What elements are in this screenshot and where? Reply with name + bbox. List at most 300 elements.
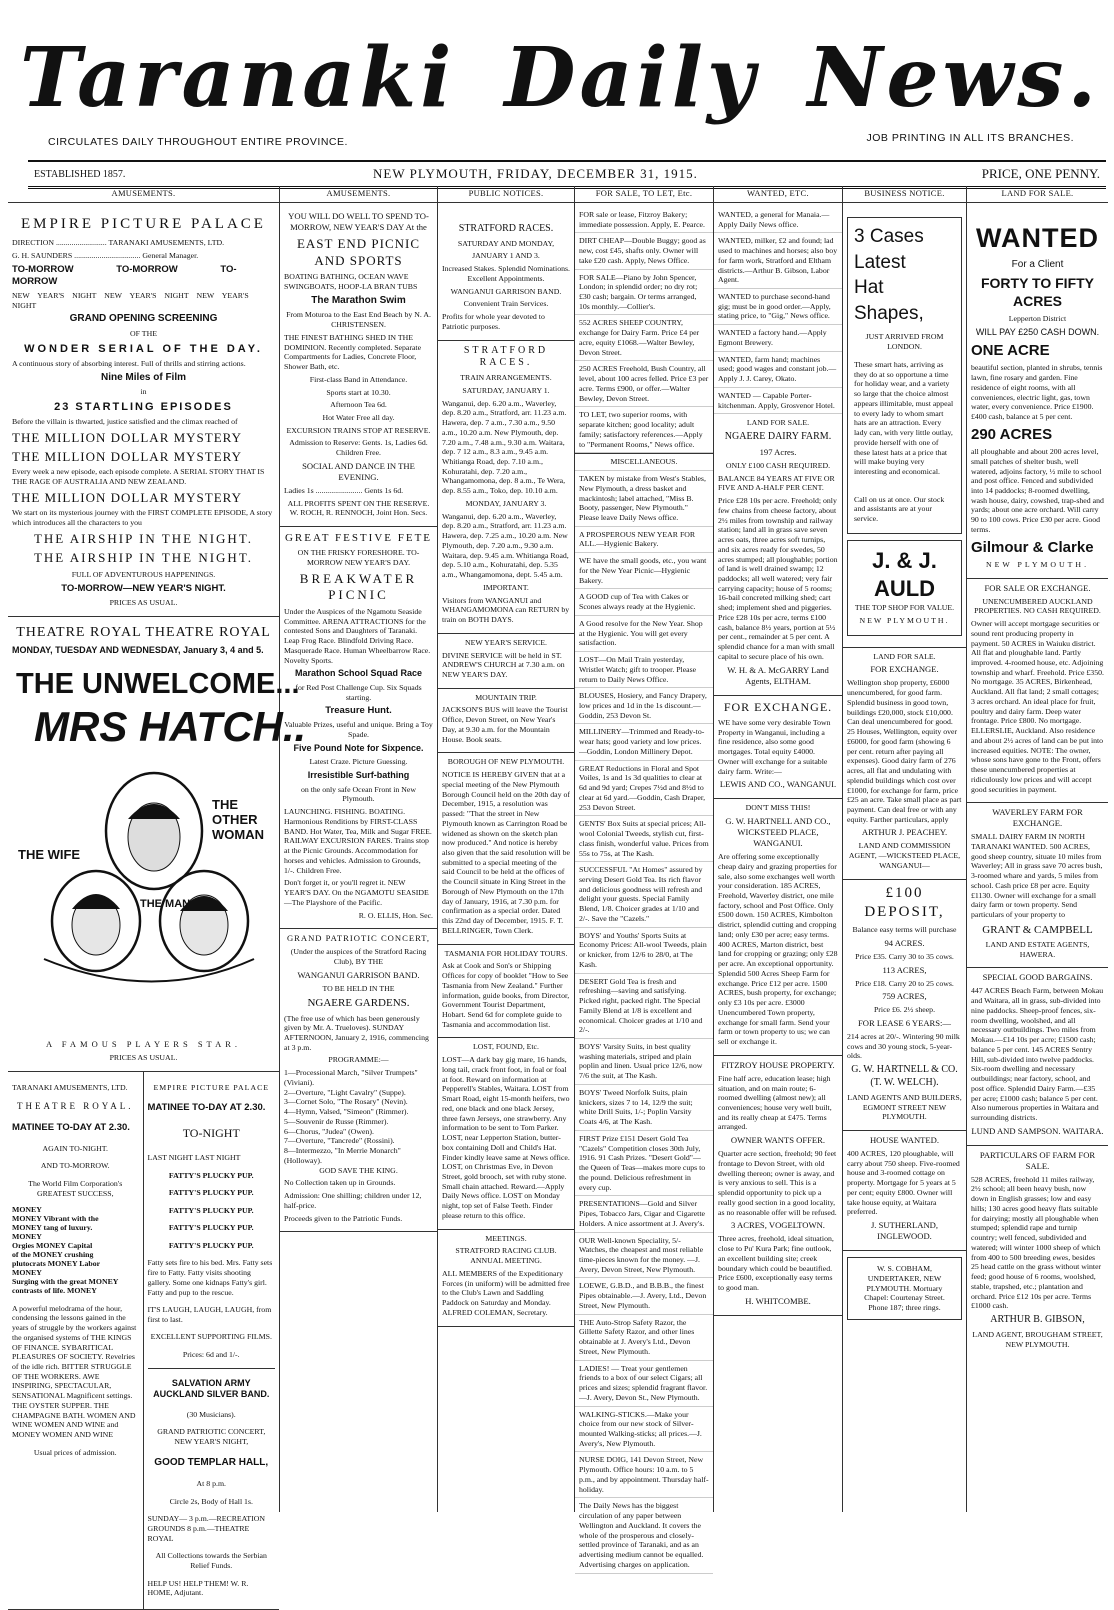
list-item: FOR SALE—Piano by John Spencer, London; in splendid order; no dry rot; £30 cash; bargain. Or terms arranged, 10s monthly.—Collier's. xyxy=(575,270,713,316)
gibson-ad xyxy=(967,1146,1108,1358)
surf: Irresistible Surf-bathing xyxy=(307,770,410,781)
house-wanted-ad xyxy=(843,1131,966,1251)
list-item: WANTED to purchase second-hand gig; must be in good order.—Apply, stating price, to "Gig," News office. xyxy=(714,289,842,325)
particulars: PARTICULARS OF FARM FOR SALE. xyxy=(979,1149,1096,1171)
trains1: Wanganui, dep. 6.20 a.m., Waverley, dep. 8.20 a.m., Stratford, arr. 11.23 a.m. Hawera, dep. 7 a.m., 7.30 a.m., 9.50 a.m., 10.20 a.m. New Plymouth, dep. 7.20 a.m., 7.48 a.m., 9.30 a.m. Waitara, dep. 7 12 a.m., 8.3 a.m., 9.45 a.m. Whitianga Road, dep. 7.10 a.m., Kohuratahi, dep. 7.20 a.m., Whangamomona, dep. 8 a.m., Te Wera, dep. 8.55 a.m., Toko, dep. 10.10 a.m. xyxy=(442,398,567,496)
money-line: Surging with the great MONEY xyxy=(12,1276,119,1286)
fitzroy-desc: Fine half acre, education lease; high situation, and on main route; 6-roomed dwelling (almost new); all conveniences; house very well built, and its really cheap at £475. Terms arranged. xyxy=(718,1073,832,1132)
column-amusements-2 xyxy=(280,186,438,1512)
patriotic: GRAND PATRIOTIC CONCERT, NEW YEAR'S NIGHT, xyxy=(157,1427,266,1446)
manager-line: G. H. SAUNDERS .................................. General Manager. xyxy=(12,250,199,260)
column-heading: PUBLIC NOTICES. xyxy=(438,186,574,203)
column-wanted xyxy=(714,186,843,1512)
auckland-desc: Owner will accept mortgage securities or sound rent producing property in payment. 50 ACRES in Waiuku district. All flat and ploughable land. Partly improved. 4-roomed house, etc. Adjoining township and wharf. Freehold. Price £350. No mortgage. 35 ACRES, Birkenhead, Auckland. All flat land; 2 small cottages; 3 acres orchard. An ideal place for fruit, poultry and dairy farm. Deep water frontage. Price £800. No mortgage. ELLERSLIE, Auckland. Also residence and about 2½ acres of land can be put into increased equities. NOTE: The owner, whose sons have gone to the Front, offers these unencumbered properties at ridiculously low prices and will accept good securities in payment. xyxy=(971,619,1104,794)
vog-desc: Three acres, freehold, ideal situation, close to Pu' Kura Park; fine outlook, an excellent building site; creek boundary which could be beautified. Price £600, exceptionally easy terms to good man. xyxy=(718,1234,834,1292)
surf-desc: on the only safe Ocean Front in New Plymouth. xyxy=(301,784,416,804)
unwelcome-text: THE UNWELCOME... xyxy=(15,668,300,701)
theatre-dates: MONDAY, TUESDAY AND WEDNESDAY, January 3, 4 and 5. xyxy=(12,644,264,655)
hat-shapes-ad xyxy=(843,207,966,648)
deposit-ad xyxy=(843,880,966,1131)
acres290: 290 ACRES xyxy=(971,425,1053,443)
ta-head: TARANAKI AMUSEMENTS, LTD. xyxy=(12,1082,128,1092)
divine: DIVINE SERVICE will be held in ST. ANDREW'S CHURCH at 7.30 a.m. on NEW YEAR'S DAY. xyxy=(442,650,565,679)
list-item: TO LET, two superior rooms, with separate kitchen; good locality; adult family; satisfactory references.—Apply to "Permanent Rooms," News office. xyxy=(575,407,713,453)
wanted-heading: WANTED xyxy=(976,222,1099,253)
column-amusements-1 xyxy=(8,186,306,1598)
mystery-line-1: THE MILLION DOLLAR MYSTERY xyxy=(12,430,243,445)
money-line: plutocrats MONEY Labor xyxy=(12,1258,101,1268)
list-item: A GOOD cup of Tea with Cakes or Scones always ready at the Hygienic. xyxy=(575,589,713,615)
cases-line: Hat Shapes, xyxy=(854,277,924,324)
cases-line: Latest xyxy=(854,251,906,273)
meetings: MEETINGS. xyxy=(485,1233,527,1243)
money-line: of the MONEY crushing xyxy=(12,1250,94,1260)
list-item: FOR sale or lease, Fitzroy Bakery; immediate possession. Apply, E. Pearce. xyxy=(575,207,713,233)
column-heading: AMUSEMENTS. xyxy=(8,186,279,203)
programme-item: 7—Overture, "Tancrede" (Rossini). xyxy=(284,1136,395,1146)
list-item: DESERT Gold Tea is fresh and refreshing—saving and satisfying. Picked right, packed right. The Special Family Blend at 1/8 is excellent and economical. Choicer grades at 1/10 and 2/-. xyxy=(575,974,713,1039)
vogeltown: 3 ACRES, VOGELTOWN. xyxy=(731,1220,825,1231)
house-wanted: HOUSE WANTED. xyxy=(869,1134,940,1145)
list-item: GENTS' Box Suits at special prices; All-wool Colonial Tweeds, stylish cut, first-class finish, wonderful value. Prices from 55s to 75s, at The Kash. xyxy=(575,816,713,862)
programme-head: PROGRAMME:— xyxy=(328,1055,389,1065)
tasmania-desc: Ask at Cook and Son's or Shipping Offices for copy of booklet "How to See Tasmania from New Zealand." Further information, guide books, from Director, Government Tourist Department, Hobart. Send 6d for complete guide to Tasmania and accommodation list. xyxy=(442,961,570,1029)
grant-desc: LAND AND ESTATE AGENTS, HAWERA. xyxy=(985,939,1090,959)
gp-desc: (Under the auspices of the Stratford Racing Club), BY THE xyxy=(290,947,427,966)
ngaere-dairy-ad xyxy=(714,414,842,695)
list-item: THE Auto-Strop Safety Razor, the Gillette Safety Razor, and other lines obtainable at J. Avery's Ltd., Devon Street, New Plymouth. xyxy=(575,1315,713,1361)
mystery-line-3: THE MILLION DOLLAR MYSTERY xyxy=(12,489,243,505)
lease: FOR LEASE 6 YEARS:— xyxy=(857,1017,952,1028)
hartnell: G. W. HARTNELL AND CO., WICKSTEED PLACE, WANGANUI. xyxy=(725,816,831,849)
squad-desc: for Red Post Challenge Cup. Six Squads starting. xyxy=(295,682,422,702)
list-item: NURSE DOIG, 141 Devon Street, New Plymouth. Office hours: 10 a.m. to 5 p.m., and by appointment. Thursday half-holiday. xyxy=(575,1452,713,1498)
acres290-desc: all ploughable and about 200 acres level, small patches of shelter bush, well watered, adjoins factory, ½ mile to school and post office. Fenced and subdivided into 14 paddocks; 8-roomed dwelling, wash house, dairy, cowshed, trap-shed and yards; about one acre orchard. Will carry 90 to 100 cows. Price £30 per acre. Good terms. xyxy=(971,447,1104,534)
poster-art xyxy=(14,659,306,1039)
column-heading: BUSINESS NOTICE. xyxy=(843,186,966,203)
lewis: LEWIS AND CO., WANGANUI. xyxy=(719,779,837,790)
list-item: BOYS' Tweed Norfolk Suits, plain knickers, sizes 7 to 14, 12/9 the suit; white Drill Suits, 1/-; Poplin Varsity Coats 4/6, at The Kash. xyxy=(575,1085,713,1131)
treasure-desc: Valuable Prizes, useful and unique. Bring a Toy Spade. xyxy=(284,720,433,740)
for-client: For a Client xyxy=(1011,259,1064,271)
prices-usual: PRICES AS USUAL. xyxy=(109,597,178,607)
dont-forget: Don't forget it, or you'll regret it. NEW YEAR'S DAY. On the NGAMOTU SEASIDE—The Playshore of the Pacific. xyxy=(284,878,429,907)
mon-jan3: MONDAY, JANUARY 3. xyxy=(465,498,547,508)
gilmour: Gilmour & Clarke xyxy=(971,538,1094,556)
price113: Price £18. Carry 20 to 25 cows. xyxy=(855,978,954,988)
gilmour-np: NEW PLYMOUTH. xyxy=(985,559,1090,569)
column-heading: FOR SALE, TO LET, Etc. xyxy=(575,186,713,203)
meetings-ad xyxy=(438,1230,574,1327)
exchange-ad xyxy=(714,696,842,800)
launching: LAUNCHING. FISHING. BOATING. Harmonious Renditions by FIRST-CLASS BAND. Hot Water, Tea, Milk and Sugar FREE. RAILWAY EXCURSION FARES. Trains stop at the Picnic Grounds. Accommodation for horses and vehicles. Admission to Grounds, 1/-. Children Free. xyxy=(284,807,432,875)
hartnell-ad xyxy=(714,799,842,1055)
god-save: GOD SAVE THE KING. xyxy=(319,1165,398,1175)
tr-head: THEATRE ROYAL. xyxy=(17,1101,134,1112)
exchange: FOR EXCHANGE. xyxy=(870,664,939,675)
man-label: THE MAN xyxy=(139,898,190,911)
start-on: We start on its mysterious journey with the FIRST COMPLETE EPISODE, A story which introduces all the characters to you xyxy=(12,508,273,528)
ngaere-gardens: NGAERE GARDENS. xyxy=(307,997,410,1010)
list-item: A Good resolve for the New Year. Shop at the Hygienic. You will get every satisfaction. xyxy=(575,616,713,652)
list-item: GREAT Reductions in Floral and Spot Voiles, 1s and 1s 3d qualities to clear at 6d and 9d yard; Crepes 7½d and 8½d to clear at 6d yard.—Goddin, Cash Draper, 253 Devon Street. xyxy=(575,761,713,817)
lost-found-ad xyxy=(438,1038,574,1229)
tagline-left: CIRCULATES DAILY THROUGHOUT ENTIRE PROVINCE. xyxy=(48,136,348,148)
masthead xyxy=(0,0,1114,182)
special: SPECIAL GOOD BARGAINS. xyxy=(982,972,1093,983)
squad: Marathon School Squad Race xyxy=(294,668,423,679)
programme-list xyxy=(284,1068,433,1165)
money-line: contrasts of life. MONEY xyxy=(12,1285,97,1295)
wonder-serial: WONDER SERIAL OF THE DAY. xyxy=(24,342,263,355)
one-acre-desc: beautiful section, planted in shrubs, tennis lawn, fine rosary and garden. Fine residence of eight rooms, with all conveniences, electric light, gas, town water, every convenience. Price £1900. £400 cash, balance at 5 per cent. xyxy=(971,363,1103,422)
ep-matinee: MATINEE TO-DAY AT 2.30. xyxy=(147,1101,266,1113)
garrison: WANGANUI GARRISON BAND. xyxy=(297,969,420,980)
band: First-class Band in Attendance. xyxy=(309,374,408,384)
theatre-royal-ad xyxy=(8,617,306,1072)
treasure: Treasure Hunt. xyxy=(325,705,392,717)
tasmania: TASMANIA FOR HOLIDAY TOURS. xyxy=(444,948,568,958)
excursion: EXCURSION TRAINS STOP AT RESERVE. xyxy=(286,425,431,435)
arrived: JUST ARRIVED FROM LONDON. xyxy=(865,332,944,352)
other-woman-label: THE xyxy=(211,797,238,813)
attractions: BOATING BATHING, OCEAN WAVE SWINGBOATS, HOOP-LA BRAN TUBS xyxy=(284,272,418,291)
gilmour-clarke-ad xyxy=(967,207,1108,579)
list-item: PRESENTATIONS—Gold and Silver Pipes, Tobacco Jars, Cigar and Cigarette Holders. A nice assortment at J. Avery's. xyxy=(575,1196,713,1232)
gibson-desc: LAND AGENT, BROUGHAM STREET, NEW PLYMOUTH. xyxy=(972,1329,1103,1349)
special-bargains-ad xyxy=(967,968,1108,1145)
auckland-exchange-ad xyxy=(967,579,1108,804)
hat-desc: These smart hats, arriving as they do at so opportune a time for holiday wear, and a variety so large that the choice almost appears illimitable, must appeal to every lady to whom smart hats are an attraction. Every lady can, with very little outlay, provide herself with one of these latest hats at a price that will make buying very interesting and economical. xyxy=(854,359,954,476)
mystery-line-2: THE MILLION DOLLAR MYSTERY xyxy=(12,448,243,464)
collections: All Collections towards the Serbian Relief Funds. xyxy=(155,1551,267,1571)
gibson: ARTHUR B. GIBSON, xyxy=(990,1314,1085,1325)
melodrama: A powerful melodrama of the hour, condensing the lessons gained in the years of struggle by the workers against the organised systems of THE KINGS OF FINANCE. SYBARITICAL PLEASURES OF SOCIETY. Revelries of the idle rich. BITTER STRUGGLE OF THE WORKERS. AWE INSPIRING, SPECTACULAR, SENSATIONAL Magnificent settings. THE OYSTER SUPPER. THE CHAMPAGNE BATH. WOMEN AND WINE WOMEN AND WINE and MONEY WOMEN AND WINE xyxy=(12,1303,137,1440)
lost-found: LOST, FOUND, Etc. xyxy=(473,1042,539,1052)
afternoon-tea: Afternoon Tea 6d. xyxy=(330,400,387,410)
dont-miss: DON'T MISS THIS! xyxy=(745,803,811,813)
trains2: Wanganui, dep. 6.20 a.m., Waverley, dep. 8.20 a.m., Stratford, arr. 11.23 a.m. Hawera, dep. 7.25 a.m., 10.20 a.m. New Plymouth, dep. 7.20 a.m., 9.30 a.m. Waitara, dep. 9.45 a.m. Whitianga Road, dep. 5.10 a.m., Kohuratahi, dep. 5.35 a.m., Whangamomona, dept. 5.45 a.m. xyxy=(442,511,569,580)
dateline-bar xyxy=(28,160,1106,189)
theatre-royal-title: THEATRE ROYAL THEATRE ROYAL xyxy=(16,624,271,640)
gwh: G. W. HARTNELL & CO. (T. W. WELCH). xyxy=(851,1064,958,1088)
call: Call on us at once. Our stock and assistants are at your service. xyxy=(854,494,945,524)
money-line: MONEY xyxy=(12,1205,42,1215)
column-for-sale xyxy=(575,186,714,1569)
direction-line: DIRECTION .......................... TARANAKI AMUSEMENTS, LTD. xyxy=(12,238,225,248)
list-item: LADIES! — Treat your gentlemen friends to a box of our select Cigars; all prices and sizes; splendid fragrant flavor.—J. Avery, Devon St., New Plymouth. xyxy=(575,1361,713,1407)
jan: JANUARY 1 AND 3. xyxy=(472,251,540,261)
nine-miles: Nine Miles of Film xyxy=(100,371,186,383)
list-item: WE have the small goods, etc., you want for the New Year Picnic—Hygienic Bakery. xyxy=(575,553,713,589)
grant: GRANT & CAMPBELL xyxy=(982,923,1093,936)
auld-desc: THE TOP SHOP FOR VALUE. xyxy=(854,603,955,613)
acres94: 94 ACRES. xyxy=(884,937,925,948)
list-item: LOST—On Mail Train yesterday, Wristlet Watch; gift to trooper. Please return to Daily News Office. xyxy=(575,652,713,688)
ellis: R. O. ELLIS, Hon. Sec. xyxy=(358,910,433,920)
price759: Price £6. 2½ sheep. xyxy=(873,1005,936,1015)
list-item: BOYS' Varsity Suits, in best quality washing materials, striped and plain poplin and linen. Usual price 12/6, now 7/6 the suit, at The Kash. xyxy=(575,1039,713,1085)
column-heading: AMUSEMENTS. xyxy=(280,186,437,203)
fatty-5: FATTY'S PLUCKY PUP. xyxy=(168,1240,254,1250)
east-end-picnic-ad xyxy=(280,207,437,527)
list-item: MILLINERY—Trimmed and Ready-to-wear hats; good variety and low prices.—Goddin, London Millinery Depot. xyxy=(575,724,713,760)
programme-item: 4—Hymn, Valsed, "Simeon" (Rimmer). xyxy=(284,1107,409,1117)
lease-desc: 214 acres at 20/-. Wintering 90 milk cows and 30 young stock, 5-year-olds. xyxy=(847,1031,960,1061)
owner-desc: Quarter acre section, freehold; 90 feet frontage to Devon Street, with old dwelling thereon; owner is away, and is very anxious to sell. This is a splendid opportunity to pick up a really good section in a good locality, as no reasonable offer will be refused. xyxy=(718,1149,837,1217)
list-item: The Daily News has the biggest circulation of any paper between Wellington and Auckland. It covers the whole of the prosperous and closely-settled province of Taranaki, and as an advertising medium cannot be equalled. Advertising charges on application. xyxy=(575,1498,713,1573)
mrs-hatch-illustration xyxy=(14,659,306,1039)
waverley: WAVERLEY FARM FOR EXCHANGE. xyxy=(992,807,1083,829)
programme-item: 8—Intermezzo, "In Merrie Monarch" (Holloway). xyxy=(284,1146,401,1165)
sale-exchange: FOR SALE OR EXCHANGE. xyxy=(984,582,1091,593)
social: SOCIAL AND DANCE IN THE EVENING. xyxy=(302,460,415,482)
free-use: (The free use of which has been generously given by Mr. A. Trueloves). SUNDAY AFTERNOON, January 2, 1916, commencing at 3 p.m. xyxy=(284,1013,429,1052)
garrison-band: WANGANUI GARRISON BAND. xyxy=(450,286,562,296)
intro: YOU WILL DO WELL TO SPEND TO-MORROW, NEW YEAR'S DAY At the xyxy=(288,210,429,232)
bottom-ads-row xyxy=(8,1072,279,1610)
profits: ALL PROFITS SPENT ON THE RESERVE. W. ROCH, R. RENNOCH, Joint Hon. Secs. xyxy=(287,498,430,518)
important: IMPORTANT. xyxy=(483,582,529,592)
notice: NOTICE IS HEREBY GIVEN that at a special meeting of the New Plymouth Borough Council held on the 20th day of December, 1915, a resolution was passed: "That the street in New Plymouth known as Carrington Road be widened as shown on the sketch plan now produced." And notice is hereby also given that the said resolution will be submitted to a special meeting of the said Council to be held at the offices of the Council situate in King Street in the Borough of New Plymouth on the 17th day of January, 1916, at 7.30 p.m. for confirmation as a special order. Dated this 22nd day of December, 1915. F. T. BELLRINGER, Town Clerk. xyxy=(442,770,570,935)
mrs-hatch-text: MRS HATCH.. xyxy=(33,703,306,751)
only100: ONLY £100 CASH REQUIRED. xyxy=(725,460,831,470)
profits: Profits for whole year devoted to Patriotic purposes. xyxy=(442,312,545,331)
train-arrangements-ad xyxy=(438,341,574,634)
ngaere: NGAERE DAIRY FARM. xyxy=(724,431,832,443)
fatty-4: FATTY'S PLUCKY PUP. xyxy=(168,1223,254,1233)
marathon: The Marathon Swim xyxy=(311,294,406,306)
section-heading: MISCELLANEOUS. xyxy=(575,453,713,471)
theatre-royal-money-ad xyxy=(8,1072,144,1609)
east-end-title: EAST END PICNIC AND SPORTS xyxy=(296,235,421,268)
mcgarry: W. H. & A. McGARRY Land Agents, ELTHAM. xyxy=(727,664,829,686)
ny-service: NEW YEAR'S SERVICE. xyxy=(464,637,547,647)
again-tonight: AGAIN TO-NIGHT. xyxy=(42,1143,108,1153)
sutherland: J. SUTHERLAND, INGLEWOOD. xyxy=(870,1220,939,1242)
convenient: Convenient Train Services. xyxy=(463,299,549,309)
whitcombe-ad xyxy=(714,1056,842,1316)
episodes-desc: Before the villain is thwarted, justice satisfied and the climax reached of xyxy=(12,417,238,427)
special-desc: 447 ACRES Beach Farm, between Mokau and Waitara, all in grass, sub-divided into nine paddocks. Sheep-proof fences, six-room dwelling, woolshed, and all necessary outbuildings. Two miles from Mokau.—£14 10s per acre; £1500 cash; balance 5 per cent. 145 ACRES Sentry Hill, sub-divided into twelve paddocks. Six-room dwelling and necessary outbuildings; near factory, school, and post office. Splendid Dairy Farm.—£35 per acre; £1000 cash; balance 5 per cent. Also numerous properties in Waitara and surrounding districts. xyxy=(971,986,1104,1122)
hartnell-desc: Are offering some exceptionally cheap dairy and grazing properties for sale, also some exchanges well worth your consideration. 185 ACRES, Freehold, Waverley district, one mile factory, school and Post Office. Only £500 down. 150 ACRES, Kimbolton district, splendid cutting and cropping land; only £30 per acre; easy terms. 400 ACRES, Marton district, best land for cropping or grazing; only £28 per acre. An exceptional opportunity. Splendid 500 Acres Sheep Farm for exchange. Price £12 per acre. 1500 ACRES, bush property, for exchange; only £3 10s per acre. £3000 Unencumbered Town property, exchange for small farm. Send your farm or town property to us; we can sell or exchange it. xyxy=(718,852,838,1047)
bathing: THE FINEST BATHING SHED IN THE DOMINION. Recently completed. Separate Compartments for Ladies, Concrete Floor, Shower Bath, etc. xyxy=(284,332,422,372)
money-line: MONEY tang of luxury. xyxy=(12,1223,93,1233)
lund: LUND AND SAMPSON. WAITARA. xyxy=(971,1125,1104,1136)
held-in: TO BE HELD IN THE xyxy=(322,983,395,993)
in-label: in xyxy=(140,387,147,397)
musicians: (30 Musicians). xyxy=(186,1409,236,1419)
sat-jan1: SATURDAY, JANUARY 1. xyxy=(462,385,550,395)
dep-desc: Balance easy terms will purchase xyxy=(852,925,957,935)
fatty-2: FATTY'S PLUCKY PUP. xyxy=(168,1188,254,1198)
ngaere-desc: Price £28 10s per acre. Freehold; only few chains from cheese factory, about 2½ miles from township and railway station; land all in grass save seven acres oats, three acres soft turnips, and six acres ready for swedes, 50 acres stumped; all ploughable; portion of land is well drained swamp; 12 paddocks; all well watered; very fair carrying capacity; house of 5 rooms; 16-bail concreted milking shed; cart shed; implement shed and piggeries. Price £28 10s per acre, terms £100 cash, balance 8½ years, portion at 5½ per cent., remainder at 5 per cent. A splendid chance for a man with small capital to secure place of his own. xyxy=(718,496,838,661)
of-the: OF THE xyxy=(130,329,157,339)
and-tomorrow: AND TO-MORROW. xyxy=(40,1161,110,1171)
established-label: ESTABLISHED 1857. xyxy=(34,169,126,180)
other-woman-label-2: OTHER xyxy=(211,812,257,828)
five-pound: Five Pound Note for Sixpence. xyxy=(293,742,424,753)
list-item: DIRT CHEAP—Double Buggy; good as new, cost £45, shafts only. Owner will take £20 cash. Apply, News Office. xyxy=(575,233,713,269)
acres113: 113 ACRES, xyxy=(882,964,927,975)
price-label: PRICE, ONE PENNY. xyxy=(981,166,1100,181)
np: NEW PLYMOUTH. xyxy=(859,615,950,625)
title-word-3: News. xyxy=(807,30,1100,126)
grand-opening: GRAND OPENING SCREENING xyxy=(69,313,218,325)
festive: GREAT FESTIVE FETE xyxy=(284,532,433,545)
airship-1: THE AIRSHIP IN THE NIGHT. xyxy=(33,530,254,546)
house-desc: 400 ACRES, 120 ploughable, will carry about 750 sheep. Five-roomed house and 3-roomed cottage on property. Mortgage for 5 years at 5 per cent; equity £800. Owner will take house equity, at Waitara preferred. xyxy=(847,1148,960,1217)
balance: BALANCE 84 YEARS AT FIVE OR FIVE AND A-HALF PER CENT. xyxy=(718,473,835,493)
usual-prices: Usual prices of admission. xyxy=(33,1447,117,1457)
acres759: 759 ACRES, xyxy=(882,991,927,1002)
list-item: 552 ACRES SHEEP COUNTRY, exchange for Dairy Farm. Price £4 per acre, equity £1068.—Walter Bewley, Devon Street. xyxy=(575,315,713,361)
fatty-3: FATTY'S PLUCKY PUP. xyxy=(168,1205,254,1215)
borough-notice-ad xyxy=(438,753,574,944)
episodes: 23 STARTLING EPISODES xyxy=(54,401,233,414)
peachey: ARTHUR J. PEACHEY. xyxy=(861,827,948,838)
list-item: TAKEN by mistake from West's Stables, New Plymouth, a dress basket and mackintosh; label attached, "Miss B. Booty, passenger, New Plymouth." Please leave Daily News office. xyxy=(575,471,713,527)
particulars-desc: 528 ACRES, freehold 11 miles railway, 2½ school; all been heavy bush, now down in English grasses; low and easy hills; 130 acres good heavy flats suitable for dairying; mostly all ploughable when stumped; splendid rape and turnip country; well fenced, subdivided and watered; will winter 1000 sheep of which from 400 to 500 breeding ewes, besides 25 head cattle on the grass without winter feed; good house of 6 rooms, woolshed, stable, trapshed, etc.; plantation and orchard. Price £12 10s per acre. Terms £1000 cash. xyxy=(971,1174,1102,1311)
serial-desc: A continuous story of absorbing interest. Full of thrills and stirring actions. xyxy=(12,358,246,368)
list-item: WANTED, milker, £2 and found; lad used to machines and horses; also boy for farm work, Stratford and Eltham districts.—Arthur B. Gibson, Labor Agent. xyxy=(714,233,842,289)
no-collection: No Collection taken up in Grounds. xyxy=(284,1178,396,1188)
one-acre: ONE ACRE xyxy=(971,342,1050,360)
weekly-desc: Every week a new episode, each episode complete. A SERIAL STORY THAT IS THE RAGE OF AUSTRALIA AND NEW ZEALAND. xyxy=(12,467,265,486)
fitzroy: FITZROY HOUSE PROPERTY. xyxy=(721,1059,835,1070)
list-item: FIRST Prize £151 Desert Gold Tea "Cazels" Competition closes 30th July, 1916. 91 Cash Prizes. "Desert Gold"—the Queen of Teas—makes more cups to the pound. Delicious refreshment in every cup. xyxy=(575,1131,713,1196)
help-us: HELP US! HELP THEM! W. R. HOME, Adjutant. xyxy=(147,1578,249,1598)
exchange: FOR EXCHANGE. xyxy=(723,699,833,714)
columns xyxy=(8,186,1108,1598)
other-woman-label-3: WOMAN xyxy=(211,827,264,843)
famous-players: A FAMOUS PLAYERS STAR. xyxy=(45,1039,242,1050)
tasmania-ad xyxy=(438,945,574,1039)
land-head: LAND FOR SALE. xyxy=(746,418,810,428)
title-word-2: Daily xyxy=(504,30,759,126)
craze: Latest Craze. Picture Guessing. xyxy=(309,757,408,767)
borough: BOROUGH OF NEW PLYMOUTH. xyxy=(447,757,565,767)
column-heading: LAND FOR SALE. xyxy=(967,186,1108,203)
land-head: LAND FOR SALE. xyxy=(873,651,936,661)
whitcombe: H. WHITCOMBE. xyxy=(745,1295,811,1306)
newyears-row: NEW YEAR'S NIGHT NEW YEAR'S NIGHT NEW YEAR'S NIGHT xyxy=(12,290,249,310)
cobham-ad: W. S. COBHAM, UNDERTAKER, NEW PLYMOUTH. Mortuary Chapel: Courtenay Street. Phone 187; three rings. xyxy=(847,1257,962,1320)
list-item: BOYS' and Youths' Sports Suits at Economy Prices: All-wool Tweeds, plain or knicker, from 12/6 to 28/0, at The Kash. xyxy=(575,928,713,974)
circle: Circle 2s, Body of Hall 1s. xyxy=(169,1496,253,1506)
hat-box xyxy=(847,217,962,534)
list-item: OUR Well-known Speciality, 5/- Watches, the cheapest and most reliable time-pieces known for the money. —J. Avery, Devon Street, New Plymouth. xyxy=(575,1233,713,1279)
title-word-1: Taranaki xyxy=(20,30,456,126)
mountain: MOUNTAIN TRIP. xyxy=(475,692,537,702)
ep-prices: Prices: 6d and 1/-. xyxy=(182,1349,240,1359)
ep-last: LAST NIGHT LAST NIGHT xyxy=(147,1153,241,1163)
wanted-list xyxy=(718,207,838,414)
list-item: WANTED a factory hand.—Apply Egmont Brewery. xyxy=(714,325,842,351)
festive-desc: ON THE FRISKY FORESHORE. TO-MORROW NEW YEAR'S DAY. xyxy=(297,548,420,567)
prices-usual-2: PRICES AS USUAL. xyxy=(109,1052,178,1062)
stakes: Increased Stakes. Splendid Nominations. Excellent Appointments. xyxy=(442,264,570,283)
auld: J. & J. AULD xyxy=(872,547,937,602)
money-line: MONEY Vibrant with the xyxy=(12,1214,99,1224)
sat-mon: SATURDAY AND MONDAY, xyxy=(457,238,555,248)
programme-item: 1—Processional March, "Silver Trumpets" (Viviani). xyxy=(284,1068,418,1087)
airship-2: THE AIRSHIP IN THE NIGHT. xyxy=(33,550,254,566)
sports-start: Sports start at 10.30. xyxy=(326,387,391,397)
list-item: BLOUSES, Hosiery, and Fancy Drapery, low prices and 1d in the 1s discount.—Goddin, 253 Devon St. xyxy=(575,688,713,724)
money-block xyxy=(12,1206,139,1296)
sunday: SUNDAY— 3 p.m.—RECREATION GROUNDS 8 p.m.—THEATRE ROYAL xyxy=(147,1514,266,1543)
money-line: MONEY xyxy=(12,1232,42,1242)
empire-fatty-ad xyxy=(144,1072,280,1609)
programme-item: 2—Overture, "Light Cavalry" (Suppe). xyxy=(284,1087,406,1097)
lost: LOST—A dark bay gig mare, 16 hands, long tail, crack front foot, in foal or foal at foot. Reward on information at Pepperell's Stables, Waitara. LOST from Smart Road, eight 15-month heifers, two red, one black and one black Jersey, three fawn Jerseys, one strawberry. Any information to be sent to Tom Parker. LOST, near Lepperton Station, butter-box containing Doll and Child's Hat. Finder kindly leave same at News office. LOST, on Christmas Eve, in Devon Street, gold brooch, set with ruby stone. Small chain attached. Reward.—Apply Daily News office. LOST on Monday night, top set of False Teeth. Finder please return to this office. xyxy=(442,1055,570,1220)
newspaper-title xyxy=(20,28,1100,128)
stratford-races-ad xyxy=(438,207,574,341)
list-item: WALKING-STICKS.—Make your choice from our new stock of Silver-mounted Walking-sticks; all prices.—J. Avery's, New Plymouth. xyxy=(575,1407,713,1453)
breakwater: BREAKWATER PICNIC xyxy=(299,570,418,603)
admission2: Admission: One shilling; children under 12, half-price. xyxy=(284,1191,422,1210)
salvation: SALVATION ARMY AUCKLAND SILVER BAND. xyxy=(153,1377,270,1400)
fatty-1: FATTY'S PLUCKY PUP. xyxy=(168,1170,254,1180)
world-film: The World Film Corporation's GREATEST SUCCESS, xyxy=(28,1178,123,1198)
patriotic-concert-ad xyxy=(280,929,437,1232)
members: ALL MEMBERS of the Expeditionary Forces (in uniform) will be admitted free to the Club's Lawn and Saddling Paddock on Saturday and Monday. ALFRED COLEMAN, Secretary. xyxy=(442,1268,570,1317)
waverley-desc: SMALL DAIRY FARM IN NORTH TARANAKI WANTED. 500 ACRES, good sheep country, situate 10 miles from Waverley; All in grass save 70 acres bush, 3-roomed whare and yards, 5 miles from school. Cash price £8 per acre. Equity £1130. Owner will exchange for a small dairy farm or town property. Send particulars of your property to xyxy=(971,832,1103,920)
ad-title: EMPIRE PICTURE PALACE xyxy=(21,215,266,232)
sr: STRATFORD RACES. xyxy=(463,344,549,369)
list-item: WANTED, a general for Manaia.—Apply Daily News office. xyxy=(714,207,842,233)
column-public-notices xyxy=(438,186,575,1512)
mountain-trip-ad xyxy=(438,689,574,754)
stratford: STRATFORD RACES. xyxy=(458,222,554,234)
laugh: IT'S LAUGH, LAUGH, LAUGH, from first to last. xyxy=(147,1305,272,1324)
jacksons: JACKSON'S BUS will leave the Tourist Office, Devon Street, on New Year's Day, at 9.30 a.m. for the Mountain House. Book seats. xyxy=(442,705,568,744)
column-land-for-sale xyxy=(967,186,1108,1512)
classified-list xyxy=(579,207,709,1574)
lepperton: Lepperton District xyxy=(1008,314,1067,324)
matinee-today: MATINEE TO-DAY AT 2.30. xyxy=(12,1122,130,1134)
forty-fifty: FORTY TO FIFTY ACRES xyxy=(980,275,1095,310)
ep-head: EMPIRE PICTURE PALACE xyxy=(153,1082,270,1092)
deposit: £100 DEPOSIT, xyxy=(864,884,945,920)
list-item: A PROSPEROUS NEW YEAR FOR ALL.—Hygienic Bakery. xyxy=(575,527,713,553)
acres197: 197 Acres. xyxy=(759,446,797,457)
cases-line: 3 Cases xyxy=(854,225,924,247)
hot-water: Hot Water Free all day. xyxy=(322,413,395,422)
gwh-desc: LAND AGENTS AND BUILDERS, EGMONT STREET NEW PLYMOUTH. xyxy=(847,1092,962,1122)
programme-item: 5—Souvenir de Russe (Rimmer). xyxy=(284,1116,389,1126)
money-line: Orgies MONEY Capital xyxy=(12,1241,93,1251)
waverley-ad xyxy=(967,803,1108,968)
tomorrow-night: TO-MORROW—NEW YEAR'S NIGHT. xyxy=(61,582,226,594)
issue-date: NEW PLYMOUTH, FRIDAY, DECEMBER 31, 1915. xyxy=(373,166,698,181)
proceeds: Proceeds given to the Patriotic Funds. xyxy=(284,1213,403,1223)
list-item: 250 ACRES Freehold, Bush Country, all level, about 100 acres felled. Price £3 per acre. Terms £900, or offer.—Walter Bewley, Devon Street. xyxy=(575,361,713,407)
ep-tonight: TO-NIGHT xyxy=(182,1125,240,1140)
empire-picture-palace-ad xyxy=(8,207,279,617)
supporting: EXCELLENT SUPPORTING FILMS. xyxy=(150,1332,272,1342)
column-business xyxy=(843,186,967,1512)
exchange-desc: WE have some very desirable Town Property in Wanganui, including a fine residence, also some good mortgages. Total equity £4000. Owner will exchange for a suitable dairy farm. Write:— xyxy=(718,717,831,776)
list-item: SUCCESSFUL "At Homes" assured by serving Desert Gold Tea. Its rich flavor and delicious goodness will refresh and delight your guests. Special Family Blend, 1/8. Choicer grades at 1/10 and 2/-. Save the "Cazels." xyxy=(575,862,713,927)
peachey-ad xyxy=(843,648,966,880)
good-templar: GOOD TEMPLAR HALL, xyxy=(154,1456,269,1468)
unenc: UNENCUMBERED AUCKLAND PROPERTIES. NO CASH REQUIRED. xyxy=(974,596,1101,616)
ny-service-ad xyxy=(438,634,574,689)
exchange-desc: Wellington shop property, £6000 unencumbered, for good farm. Splendid business in good town, buildings £20,000, stock £10,000. Can deal unencumbered for good. 25 Houses, Wellington, equity over £6000, for good farm (showing 6 per cent. return after paying all expenses). Good dairy farm of 276 acres, all flat and undulating with splendid buildings which cost over £1000, for exchange for farm, price £25 an acre. Take small place as part payment. Can deal free or with any equity. Farther particulars, apply xyxy=(847,678,962,824)
train-arr: TRAIN ARRANGEMENTS. xyxy=(460,373,552,383)
